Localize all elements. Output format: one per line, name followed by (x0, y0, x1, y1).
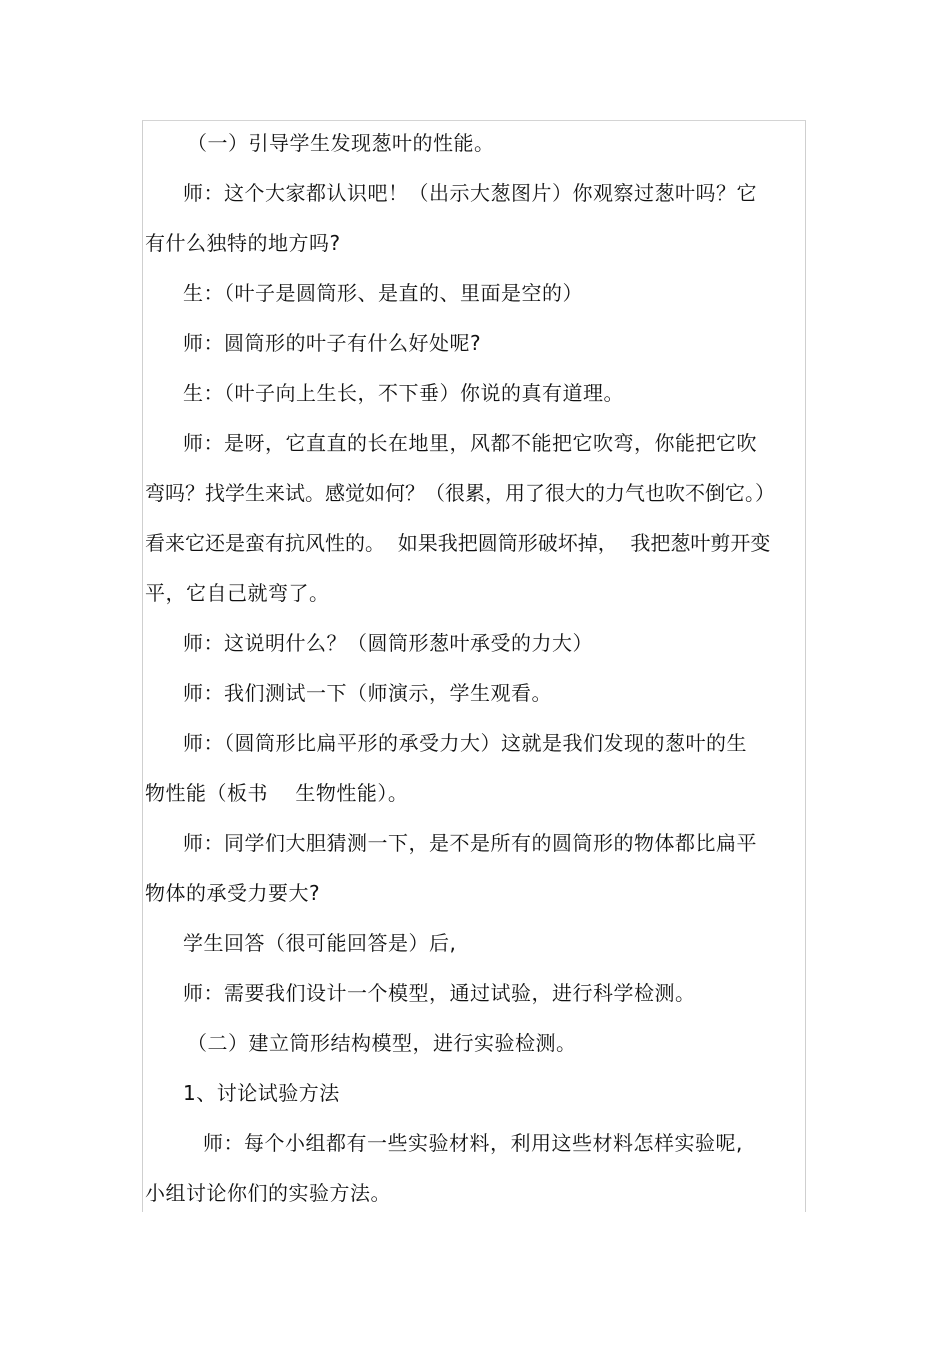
text-line-14: 物性能（板书 生物性能）。 (145, 781, 409, 805)
text-line-9: 看来它还是蛮有抗风性的。 如果我把圆筒形破坏掉， 我把葱叶剪开变 (145, 531, 771, 555)
text-line-21: 师：每个小组都有一些实验材料，利用这些材料怎样实验呢, (203, 1131, 743, 1155)
text-line-20: 1、讨论试验方法 (183, 1081, 340, 1105)
text-line-6: 生：（叶子向上生长，不下垂）你说的真有道理。 (183, 381, 624, 405)
page-frame (142, 120, 806, 1212)
text-line-11: 师：这说明什么？（圆筒形葱叶承受的力大） (183, 631, 593, 655)
text-line-15: 师：同学们大胆猜测一下，是不是所有的圆筒形的物体都比扁平 (183, 831, 757, 855)
text-line-19: （二）建立筒形结构模型，进行实验检测。 (187, 1031, 577, 1055)
text-line-18: 师：需要我们设计一个模型，通过试验，进行科学检测。 (183, 981, 696, 1005)
text-line-1: （一）引导学生发现葱叶的性能。 (187, 131, 495, 155)
text-line-17: 学生回答（很可能回答是）后, (183, 931, 457, 955)
text-line-22: 小组讨论你们的实验方法。 (145, 1181, 391, 1205)
text-line-7: 师：是呀，它直直的长在地里，风都不能把它吹弯，你能把它吹 (183, 431, 757, 455)
text-line-10: 平，它自己就弯了。 (145, 581, 330, 605)
text-line-8: 弯吗？找学生来试。感觉如何？（很累，用了很大的力气也吹不倒它。） (145, 481, 775, 505)
text-line-4: 生：（叶子是圆筒形、是直的、里面是空的） (183, 281, 583, 305)
text-line-2: 师：这个大家都认识吧！（出示大葱图片）你观察过葱叶吗？它 (183, 181, 757, 205)
text-line-12: 师：我们测试一下（师演示，学生观看。 (183, 681, 552, 705)
text-line-16: 物体的承受力要大? (145, 881, 321, 905)
text-line-13: 师：（圆筒形比扁平形的承受力大）这就是我们发现的葱叶的生 (183, 731, 747, 755)
text-line-5: 师：圆筒形的叶子有什么好处呢? (183, 331, 482, 355)
text-line-3: 有什么独特的地方吗? (145, 231, 341, 255)
